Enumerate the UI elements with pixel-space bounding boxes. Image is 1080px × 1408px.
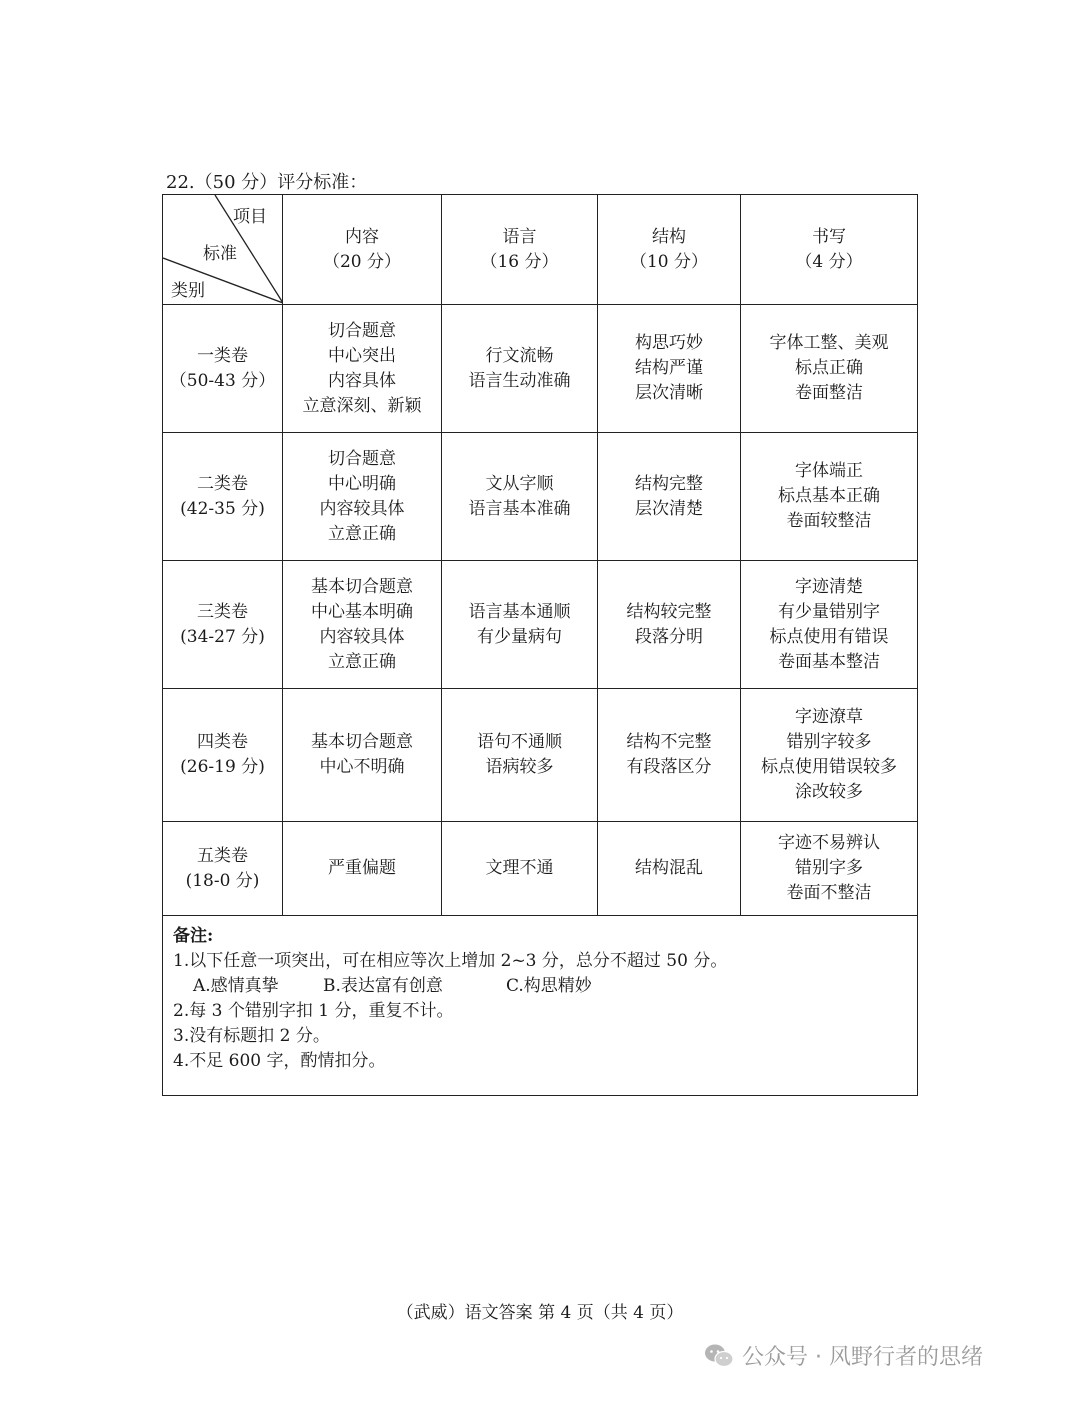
grade-row-1 [163, 305, 918, 433]
cell-text-line: 基本切合题意 [311, 732, 413, 752]
note-option-c: C.构思精妙 [506, 976, 592, 996]
col-header-language: 语言 （16 分） [442, 195, 598, 305]
cell-text-line: 中心突出 [328, 345, 396, 366]
col-header-writing: 书写 （4 分） [741, 195, 918, 305]
cell-text-line: 文从字顺 [485, 473, 554, 494]
cell-text-line: 卷面整洁 [795, 383, 863, 403]
cell-text-line: 结构严谨 [635, 358, 703, 378]
structure-cell [598, 822, 741, 916]
header-row [163, 195, 918, 305]
cell-text-line: 切合题意 [328, 320, 396, 341]
cell-text-line: 有少量病句 [477, 626, 562, 647]
cell-text-line: (18-0 分) [185, 870, 260, 891]
grade-label-cell [163, 822, 283, 916]
cell-text-line: 有段落区分 [626, 757, 712, 777]
cell-text-line: (26-19 分) [180, 757, 265, 777]
cell-text-line: 结构完整 [635, 473, 703, 494]
grade-row-5 [163, 822, 918, 916]
note-option-a: A.感情真挚 [193, 976, 279, 996]
language-cell [442, 822, 598, 916]
grade-label-cell [163, 561, 283, 689]
grade-label-cell [163, 305, 283, 433]
cell-text-line: 语病较多 [485, 757, 554, 777]
cell-text-line: 结构不完整 [626, 732, 712, 752]
cell-text-line: 语言基本准确 [468, 498, 571, 519]
cell-text-line: 字迹清楚 [795, 576, 863, 597]
cell-text-line: 切合题意 [328, 448, 396, 469]
question-heading: 22.（50 分）评分标准： [166, 172, 368, 193]
content-cell [283, 561, 442, 689]
grade-label-cell [163, 433, 283, 561]
cell-text-line: 卷面较整洁 [786, 511, 872, 531]
cell-text-line: 标点使用错误较多 [761, 757, 897, 777]
content-cell [283, 689, 442, 822]
language-cell [442, 689, 598, 822]
cell-text-line: 结构较完整 [626, 601, 712, 622]
cell-text-line: 基本切合题意 [311, 576, 413, 597]
cell-text-line: 层次清晰 [635, 383, 703, 403]
writing-cell [741, 433, 918, 561]
cell-text-line: 内容较具体 [319, 498, 405, 519]
cell-text-line: 卷面基本整洁 [778, 651, 880, 672]
cell-text-line: 三类卷 [197, 601, 248, 622]
notes-cell [163, 916, 918, 1096]
cell-text-line: 立意深刻、新颖 [302, 395, 422, 416]
grade-row-2 [163, 433, 918, 561]
note-item-4: 4.不足 600 字，酌情扣分。 [173, 1051, 386, 1071]
cell-text-line: 立意正确 [328, 651, 396, 672]
diag-label-standard: 标准 [203, 244, 237, 264]
grade-row-4 [163, 689, 918, 822]
cell-text-line: 字迹不易辨认 [778, 833, 880, 853]
cell-text-line: 立意正确 [328, 523, 396, 544]
watermark [704, 1340, 983, 1371]
structure-cell [598, 561, 741, 689]
cell-text-line: (34-27 分) [180, 626, 265, 647]
cell-text-line: 有少量错别字 [778, 601, 880, 622]
note-options [173, 974, 907, 999]
cell-text-line: 四类卷 [197, 732, 248, 752]
cell-text-line: 结构混乱 [635, 858, 703, 878]
grade-label-cell [163, 689, 283, 822]
cell-text-line: （50-43 分） [169, 370, 276, 391]
cell-text-line: 字迹潦草 [795, 707, 863, 727]
content-cell [283, 305, 442, 433]
cell-text-line: 字体工整、美观 [769, 333, 889, 353]
grade-row-3 [163, 561, 918, 689]
page-footer: （武威）语文答案 第 4 页（共 4 页） [396, 1303, 684, 1323]
writing-cell [741, 689, 918, 822]
writing-cell [741, 305, 918, 433]
cell-text-line: 内容较具体 [319, 626, 405, 647]
cell-text-line: 错别字多 [795, 858, 863, 878]
cell-text-line: 中心基本明确 [311, 601, 413, 622]
scoring-rubric-table [162, 194, 918, 1096]
cell-text-line: 字体端正 [795, 461, 863, 481]
notes-title: 备注: [173, 926, 214, 946]
cell-text-line: 中心明确 [328, 473, 396, 494]
cell-text-line: 错别字较多 [786, 732, 872, 752]
cell-text-line: 行文流畅 [485, 345, 554, 366]
note-item-2: 2.每 3 个错别字扣 1 分，重复不计。 [173, 1001, 454, 1021]
col-header-content: 内容 （20 分） [283, 195, 442, 305]
language-cell [442, 305, 598, 433]
cell-text-line: 一类卷 [197, 345, 248, 366]
cell-text-line: 段落分明 [635, 626, 703, 647]
notes-row [163, 916, 918, 1096]
wechat-icon [704, 1343, 734, 1369]
cell-text-line: 标点基本正确 [778, 486, 880, 506]
cell-text-line: 内容具体 [328, 370, 396, 391]
cell-text-line: 卷面不整洁 [786, 883, 872, 903]
content-cell [283, 822, 442, 916]
cell-text-line: 语言生动准确 [468, 370, 571, 391]
cell-text-line: (42-35 分) [180, 498, 265, 519]
watermark-text: 公众号 · 风野行者的思绪 [742, 1345, 983, 1370]
structure-cell [598, 433, 741, 561]
diag-label-item: 项目 [233, 207, 267, 227]
cell-text-line: 层次清楚 [635, 498, 703, 519]
cell-text-line: 构思巧妙 [635, 333, 703, 353]
cell-text-line: 涂改较多 [795, 782, 863, 802]
col-header-structure: 结构 （10 分） [598, 195, 741, 305]
writing-cell [741, 822, 918, 916]
structure-cell [598, 305, 741, 433]
cell-text-line: 语句不通顺 [477, 732, 562, 752]
cell-text-line: 标点正确 [795, 358, 863, 378]
content-cell [283, 433, 442, 561]
cell-text-line: 五类卷 [197, 845, 248, 866]
cell-text-line: 严重偏题 [328, 858, 396, 878]
diagonal-header-cell [163, 195, 283, 305]
structure-cell [598, 689, 741, 822]
cell-text-line: 二类卷 [197, 473, 248, 494]
writing-cell [741, 561, 918, 689]
note-item-3: 3.没有标题扣 2 分。 [173, 1026, 330, 1046]
note-item-1: 1.以下任意一项突出，可在相应等次上增加 2~3 分，总分不超过 50 分。 [173, 951, 728, 971]
cell-text-line: 中心不明确 [319, 757, 405, 777]
cell-text-line: 标点使用有错误 [769, 626, 889, 647]
diag-label-category: 类别 [171, 281, 205, 301]
cell-text-line: 文理不通 [485, 858, 554, 878]
language-cell [442, 561, 598, 689]
language-cell [442, 433, 598, 561]
note-option-b: B.表达富有创意 [323, 976, 443, 996]
cell-text-line: 语言基本通顺 [468, 601, 571, 622]
